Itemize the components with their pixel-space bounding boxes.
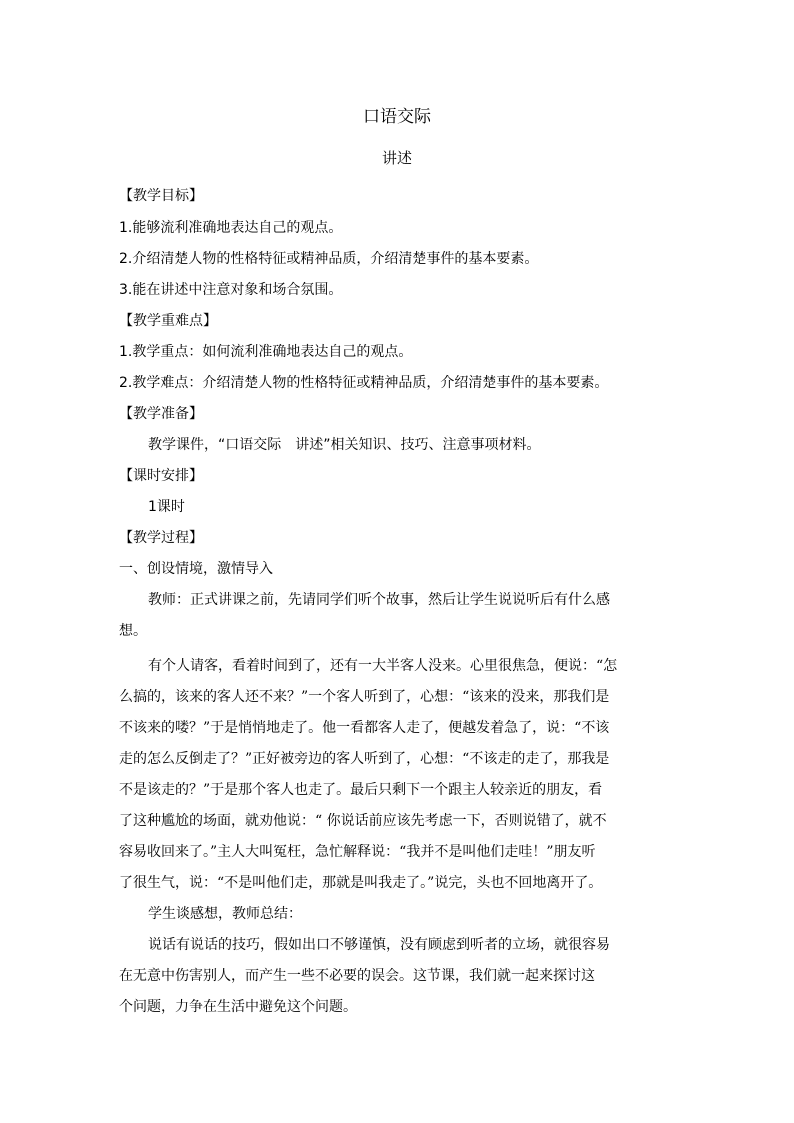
key-point-1: 1.教学重点：如何流利准确地表达自己的观点。: [119, 344, 413, 360]
summary-line: 说话有说话的技巧，假如出口不够谨慎，没有顾虑到听者的立场，就很容易: [148, 937, 610, 953]
summary-intro: 学生谈感想，教师总结：: [148, 906, 302, 922]
story-line: 了很生气，说：“不是叫他们走，那就是叫我走了。”说完，头也不回地离开了。: [119, 875, 603, 891]
story-line: 有个人请客，看着时间到了，还有一大半客人没来。心里很焦急，便说：“怎: [148, 658, 618, 674]
part1-heading: 一、创设情境，激情导入: [119, 561, 273, 577]
document-title: 口语交际: [363, 107, 431, 127]
story-line: 不该来的喽？”于是悄悄地走了。他一看都客人走了，便越发着急了，说：“不该: [119, 720, 610, 736]
document-subtitle: 讲述: [381, 149, 412, 167]
key-point-2: 2.教学难点：介绍清楚人物的性格特征或精神品质，介绍清楚事件的基本要素。: [119, 375, 609, 391]
story-line: 不是该走的？”于是那个客人也走了。最后只剩下一个跟主人较亲近的朋友，看: [119, 782, 603, 798]
section-heading-process: 【教学过程】: [119, 530, 203, 546]
story-line: 了这种尴尬的场面，就劝他说：“ 你说话前应该先考虑一下，否则说错了，就不: [119, 813, 607, 829]
section-heading-schedule: 【课时安排】: [119, 468, 203, 484]
summary-line: 在无意中伤害别人，而产生一些不必要的误会。这节课，我们就一起来探讨这: [119, 968, 595, 984]
section-heading-goals: 【教学目标】: [119, 188, 203, 204]
goal-item-2: 2.介绍清楚人物的性格特征或精神品质，介绍清楚事件的基本要素。: [119, 251, 539, 267]
section-heading-preparation: 【教学准备】: [119, 406, 203, 422]
teacher-intro-line-2: 想。: [119, 623, 147, 639]
teacher-intro-line-1: 教师：正式讲课之前，先请同学们听个故事，然后让学生说说听后有什么感: [148, 592, 610, 608]
schedule-text: 1课时: [148, 499, 185, 515]
summary-line: 个问题，力争在生活中避免这个问题。: [119, 999, 357, 1015]
section-heading-key-points: 【教学重难点】: [119, 313, 217, 329]
goal-item-3: 3.能在讲述中注意对象和场合氛围。: [119, 282, 343, 298]
story-line: 么搞的，该来的客人还不来？”一个客人听到了，心想：“该来的没来，那我们是: [119, 689, 610, 705]
story-line: 容易收回来了。”主人大叫冤枉，急忙解释说：“我并不是叫他们走哇！”朋友听: [119, 844, 596, 860]
story-line: 走的怎么反倒走了？”正好被旁边的客人听到了，心想：“不该走的走了，那我是: [119, 751, 610, 767]
preparation-text: 教学课件，“口语交际 讲述”相关知识、技巧、注意事项材料。: [148, 437, 541, 453]
goal-item-1: 1.能够流利准确地表达自己的观点。: [119, 220, 343, 236]
